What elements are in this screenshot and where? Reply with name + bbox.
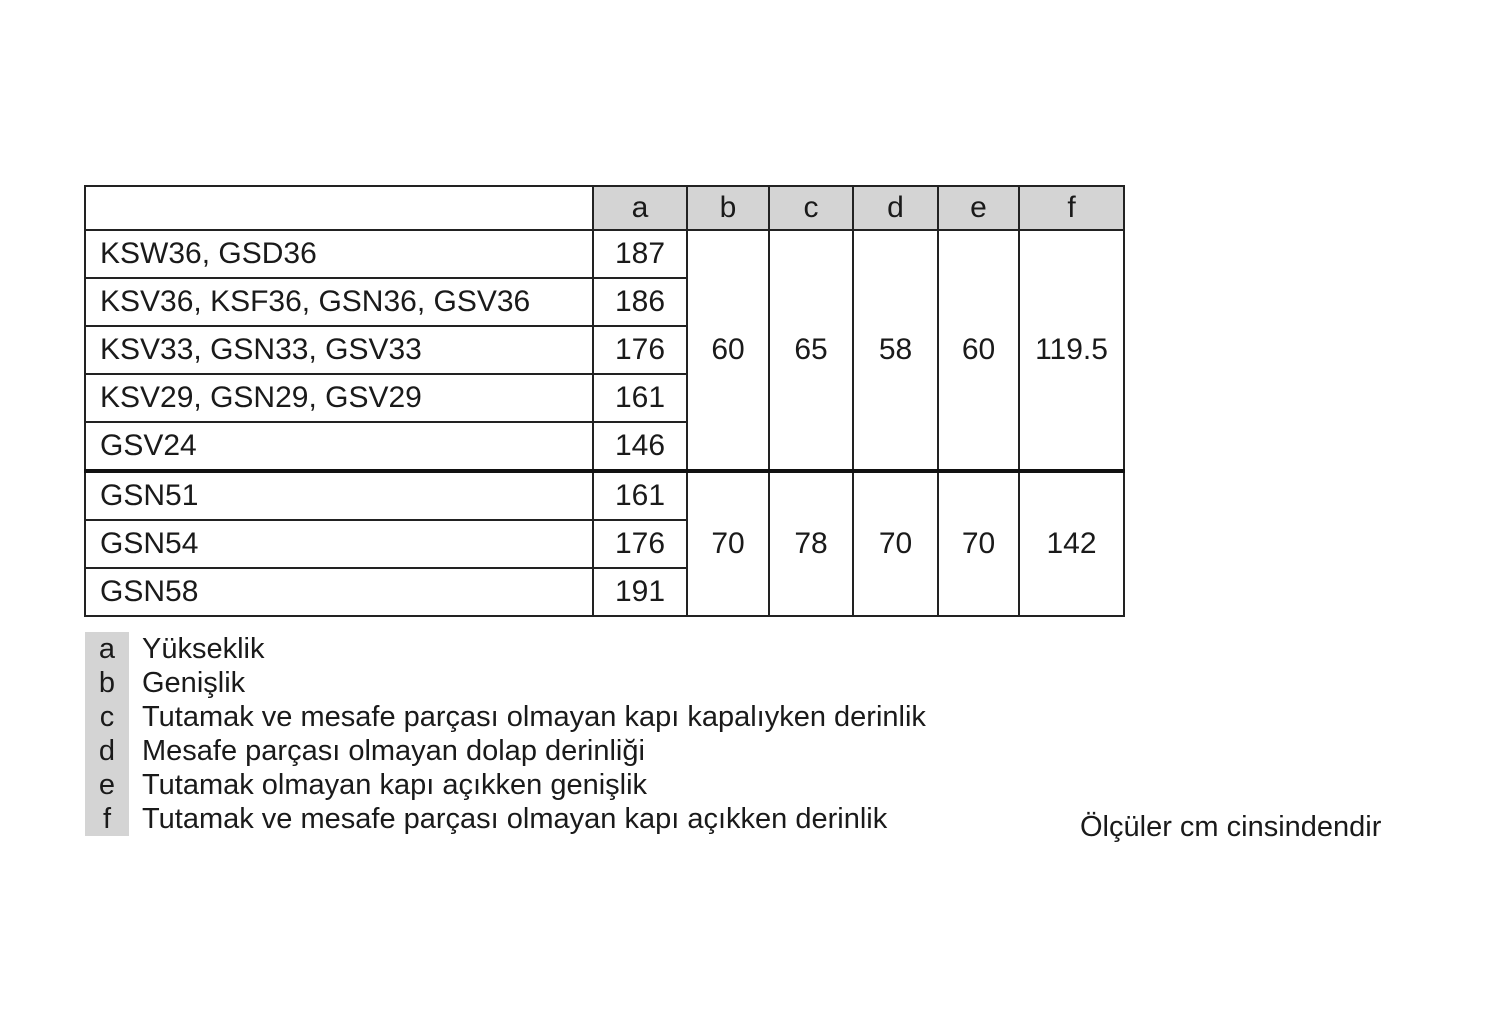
legend-item	[85, 734, 926, 768]
depth-closed-cell: 65	[769, 230, 853, 471]
model-cell: GSN51	[85, 471, 593, 520]
legend-item	[85, 700, 926, 734]
model-cell: GSV24	[85, 422, 593, 471]
depth-open-cell: 142	[1019, 471, 1124, 616]
legend-key: f	[85, 802, 129, 836]
depth-closed-cell: 78	[769, 471, 853, 616]
legend-key: c	[85, 700, 129, 734]
legend-item	[85, 802, 926, 836]
header-blank-cell	[85, 186, 593, 230]
height-cell: 191	[593, 568, 687, 616]
model-cell: KSV29, GSN29, GSV29	[85, 374, 593, 422]
header-f: f	[1019, 186, 1124, 230]
height-cell: 146	[593, 422, 687, 471]
model-cell: KSW36, GSD36	[85, 230, 593, 278]
cabinet-depth-cell: 70	[853, 471, 938, 616]
legend-key: e	[85, 768, 129, 802]
legend-text: Tutamak ve mesafe parçası olmayan kapı kapalıyken derinlik	[142, 701, 926, 733]
legend-item	[85, 632, 926, 666]
header-a: a	[593, 186, 687, 230]
header-d: d	[853, 186, 938, 230]
width-cell: 60	[687, 230, 769, 471]
header-e: e	[938, 186, 1019, 230]
legend-text: Tutamak ve mesafe parçası olmayan kapı açıkken derinlik	[142, 803, 888, 835]
legend-text: Mesafe parçası olmayan dolap derinliği	[142, 735, 645, 767]
header-b: b	[687, 186, 769, 230]
height-cell: 186	[593, 278, 687, 326]
width-cell: 70	[687, 471, 769, 616]
units-note: Ölçüler cm cinsindendir	[1080, 811, 1382, 843]
height-cell: 187	[593, 230, 687, 278]
height-cell: 176	[593, 326, 687, 374]
height-cell: 161	[593, 374, 687, 422]
legend-key: d	[85, 734, 129, 768]
height-cell: 161	[593, 471, 687, 520]
height-cell: 176	[593, 520, 687, 568]
legend-item	[85, 768, 926, 802]
header-c: c	[769, 186, 853, 230]
legend-key: a	[85, 632, 129, 666]
width-open-cell: 60	[938, 230, 1019, 471]
dimensions-table	[84, 185, 1125, 617]
model-cell: KSV36, KSF36, GSN36, GSV36	[85, 278, 593, 326]
table-header-row	[85, 186, 1124, 230]
table-group-2	[85, 471, 1124, 616]
legend	[85, 632, 926, 836]
legend-item	[85, 666, 926, 700]
table-row	[85, 230, 1124, 278]
legend-text: Yükseklik	[142, 633, 265, 665]
model-cell: GSN54	[85, 520, 593, 568]
depth-open-cell: 119.5	[1019, 230, 1124, 471]
model-cell: GSN58	[85, 568, 593, 616]
legend-text: Tutamak olmayan kapı açıkken genişlik	[142, 769, 648, 801]
legend-key: b	[85, 666, 129, 700]
width-open-cell: 70	[938, 471, 1019, 616]
table-group-1	[85, 230, 1124, 471]
table-row	[85, 471, 1124, 520]
legend-text: Genişlik	[142, 667, 246, 699]
model-cell: KSV33, GSN33, GSV33	[85, 326, 593, 374]
cabinet-depth-cell: 58	[853, 230, 938, 471]
